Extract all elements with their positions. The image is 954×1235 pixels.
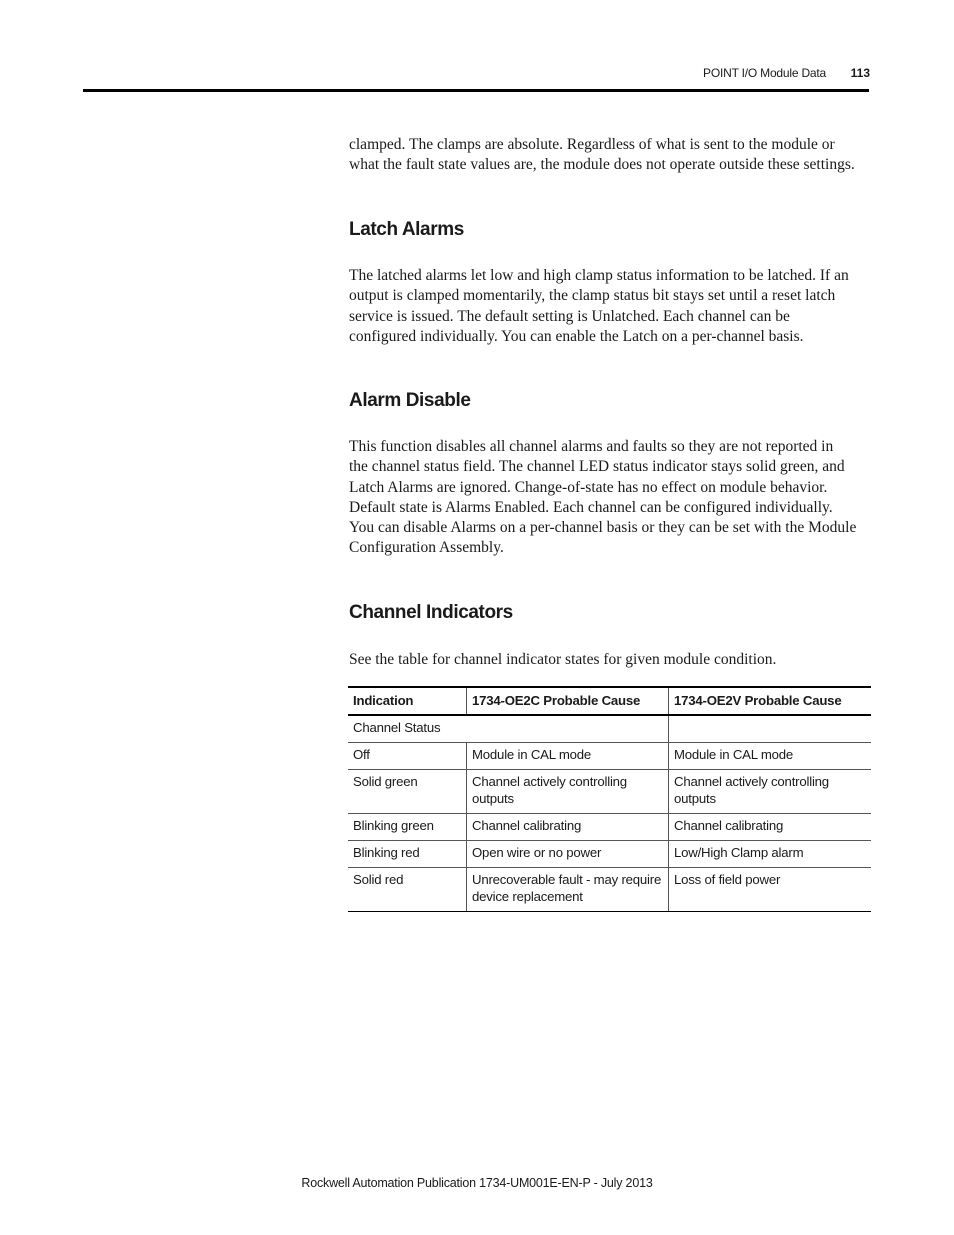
text-line: Latch Alarms are ignored. Change-of-state has no effect on module behavior.	[349, 478, 828, 496]
section-heading-alarm-disable: Alarm Disable	[349, 390, 471, 411]
text-line: what the fault state values are, the module does not operate outside these settings.	[349, 156, 855, 174]
table-cell: Blinking green	[348, 814, 467, 841]
latch-alarms-paragraph	[349, 266, 871, 347]
text-line: the channel status field. The channel LED status indicator stays solid green, and	[349, 458, 845, 476]
table-row	[348, 743, 871, 770]
table-cell: Off	[348, 743, 467, 770]
table-row	[348, 814, 871, 841]
table-section-row	[348, 715, 871, 743]
table-cell: Channel calibrating	[669, 814, 872, 841]
text-line: This function disables all channel alarms and faults so they are not reported in	[349, 438, 834, 455]
table-cell: Low/High Clamp alarm	[669, 841, 872, 868]
table-row	[348, 841, 871, 868]
table-cell: Solid green	[348, 770, 467, 814]
table-header-row	[348, 687, 871, 715]
text-line: clamped. The clamps are absolute. Regardless of what is sent to the module or	[349, 136, 835, 153]
column-header-oe2v: 1734-OE2V Probable Cause	[669, 687, 872, 715]
section-heading-latch-alarms: Latch Alarms	[349, 219, 464, 240]
table-cell: Solid red	[348, 868, 467, 912]
table-cell: Module in CAL mode	[467, 743, 669, 770]
page-footer: Rockwell Automation Publication 1734-UM001E-EN-P - July 2013	[301, 1176, 653, 1190]
table-cell: Unrecoverable fault - may require device replacement	[467, 868, 669, 912]
header-rule	[83, 89, 869, 92]
text-line: You can disable Alarms on a per-channel basis or they can be set with the Module	[349, 519, 857, 537]
alarm-disable-paragraph	[349, 437, 871, 559]
intro-paragraph	[349, 135, 871, 176]
text-line: service is issued. The default setting is Unlatched. Each channel can be	[349, 307, 790, 325]
text-line: Default state is Alarms Enabled. Each channel can be configured individually.	[349, 498, 833, 516]
text-line: The latched alarms let low and high clamp status information to be latched. If an	[349, 267, 849, 284]
table-row	[348, 770, 871, 814]
channel-indicators-intro	[349, 650, 871, 670]
column-header-oe2c: 1734-OE2C Probable Cause	[467, 687, 669, 715]
running-header-title: POINT I/O Module Data	[703, 66, 826, 80]
channel-indicator-table	[348, 686, 871, 912]
table-cell: Channel actively controlling outputs	[467, 770, 669, 814]
table-cell: Open wire or no power	[467, 841, 669, 868]
table-cell: Loss of field power	[669, 868, 872, 912]
section-label-channel-status: Channel Status	[348, 715, 669, 743]
page-number: 113	[850, 66, 870, 80]
table-cell: Blinking red	[348, 841, 467, 868]
text-line: configured individually. You can enable the Latch on a per-channel basis.	[349, 327, 804, 345]
text-line: output is clamped momentarily, the clamp status bit stays set until a reset latch	[349, 287, 836, 305]
table-cell: Module in CAL mode	[669, 743, 872, 770]
table-cell: Channel actively controlling outputs	[669, 770, 872, 814]
table-cell: Channel calibrating	[467, 814, 669, 841]
column-header-indication: Indication	[348, 687, 467, 715]
section-heading-channel-indicators: Channel Indicators	[349, 602, 513, 623]
table-row	[348, 868, 871, 912]
text-line: Configuration Assembly.	[349, 539, 504, 557]
text-line: See the table for channel indicator states for given module condition.	[349, 651, 777, 668]
table-cell	[669, 715, 872, 743]
